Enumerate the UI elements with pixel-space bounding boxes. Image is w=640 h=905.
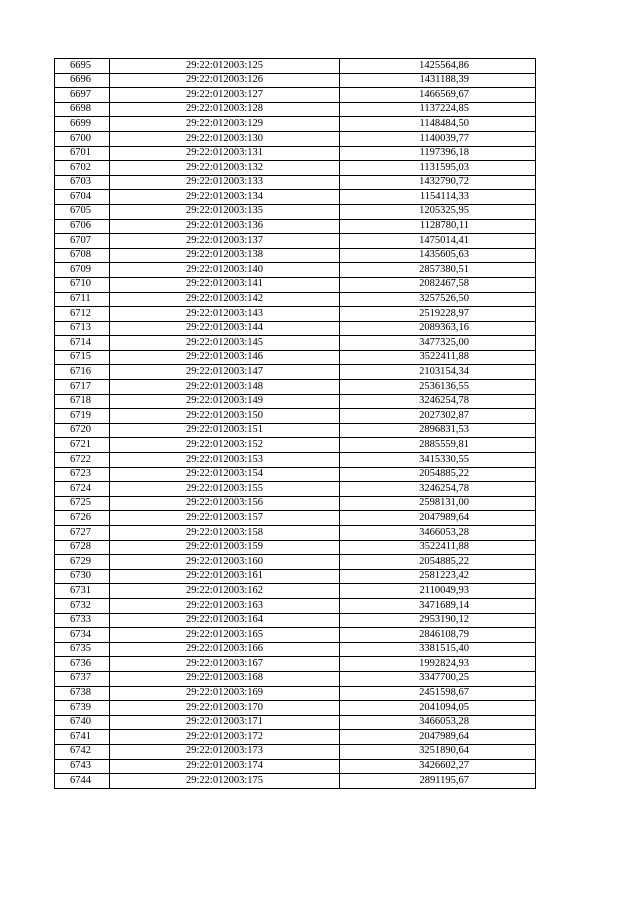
table-row	[55, 190, 536, 205]
table-row	[55, 423, 536, 438]
cadastral-number-cell: 29:22:012003:155	[110, 482, 340, 497]
cadastral-number-cell: 29:22:012003:152	[110, 438, 340, 453]
cadastral-number-cell: 29:22:012003:147	[110, 365, 340, 380]
row-number-cell: 6696	[55, 73, 110, 88]
value-cell: 3477325,00	[340, 336, 536, 351]
table-row	[55, 234, 536, 249]
value-cell: 3466053,28	[340, 526, 536, 541]
table-row	[55, 321, 536, 336]
table-row	[55, 453, 536, 468]
cadastral-number-cell: 29:22:012003:157	[110, 511, 340, 526]
value-cell: 2891195,67	[340, 774, 536, 789]
value-cell: 3426602,27	[340, 759, 536, 774]
table-row	[55, 277, 536, 292]
value-cell: 3246254,78	[340, 394, 536, 409]
value-cell: 2047989,64	[340, 730, 536, 745]
table-row	[55, 584, 536, 599]
cadastral-number-cell: 29:22:012003:132	[110, 161, 340, 176]
cadastral-number-cell: 29:22:012003:175	[110, 774, 340, 789]
table-row	[55, 511, 536, 526]
value-cell: 2953190,12	[340, 613, 536, 628]
row-number-cell: 6724	[55, 482, 110, 497]
row-number-cell: 6710	[55, 277, 110, 292]
row-number-cell: 6732	[55, 598, 110, 613]
value-cell: 1435605,63	[340, 248, 536, 263]
row-number-cell: 6736	[55, 657, 110, 672]
row-number-cell: 6705	[55, 204, 110, 219]
cadastral-number-cell: 29:22:012003:167	[110, 657, 340, 672]
table-row	[55, 263, 536, 278]
value-cell: 2536136,55	[340, 380, 536, 395]
cadastral-number-cell: 29:22:012003:127	[110, 88, 340, 103]
row-number-cell: 6743	[55, 759, 110, 774]
value-cell: 1466569,67	[340, 88, 536, 103]
value-cell: 1431188,39	[340, 73, 536, 88]
cadastral-number-cell: 29:22:012003:151	[110, 423, 340, 438]
table-row	[55, 628, 536, 643]
cadastral-number-cell: 29:22:012003:169	[110, 686, 340, 701]
cadastral-number-cell: 29:22:012003:138	[110, 248, 340, 263]
value-cell: 2103154,34	[340, 365, 536, 380]
row-number-cell: 6697	[55, 88, 110, 103]
cadastral-number-cell: 29:22:012003:166	[110, 642, 340, 657]
row-number-cell: 6718	[55, 394, 110, 409]
value-cell: 1131595,03	[340, 161, 536, 176]
row-number-cell: 6737	[55, 671, 110, 686]
table-row	[55, 642, 536, 657]
cadastral-number-cell: 29:22:012003:171	[110, 715, 340, 730]
cadastral-number-cell: 29:22:012003:143	[110, 307, 340, 322]
table-row	[55, 496, 536, 511]
row-number-cell: 6716	[55, 365, 110, 380]
value-cell: 1475014,41	[340, 234, 536, 249]
cadastral-number-cell: 29:22:012003:129	[110, 117, 340, 132]
cadastral-number-cell: 29:22:012003:165	[110, 628, 340, 643]
value-cell: 2857380,51	[340, 263, 536, 278]
table-row	[55, 730, 536, 745]
cadastral-number-cell: 29:22:012003:153	[110, 453, 340, 468]
table-row	[55, 467, 536, 482]
row-number-cell: 6713	[55, 321, 110, 336]
row-number-cell: 6735	[55, 642, 110, 657]
cadastral-number-cell: 29:22:012003:162	[110, 584, 340, 599]
cadastral-number-cell: 29:22:012003:172	[110, 730, 340, 745]
table-row	[55, 59, 536, 74]
table-row	[55, 146, 536, 161]
value-cell: 2047989,64	[340, 511, 536, 526]
table-row	[55, 336, 536, 351]
value-cell: 2581223,42	[340, 569, 536, 584]
cadastral-number-cell: 29:22:012003:161	[110, 569, 340, 584]
cadastral-number-cell: 29:22:012003:131	[110, 146, 340, 161]
value-cell: 1154114,33	[340, 190, 536, 205]
value-cell: 3246254,78	[340, 482, 536, 497]
row-number-cell: 6715	[55, 350, 110, 365]
row-number-cell: 6714	[55, 336, 110, 351]
cadastral-number-cell: 29:22:012003:154	[110, 467, 340, 482]
table-row	[55, 744, 536, 759]
value-cell: 2054885,22	[340, 555, 536, 570]
cadastral-number-cell: 29:22:012003:136	[110, 219, 340, 234]
row-number-cell: 6704	[55, 190, 110, 205]
value-cell: 2598131,00	[340, 496, 536, 511]
row-number-cell: 6708	[55, 248, 110, 263]
value-cell: 1128780,11	[340, 219, 536, 234]
value-cell: 3522411,88	[340, 350, 536, 365]
table-row	[55, 759, 536, 774]
cadastral-number-cell: 29:22:012003:160	[110, 555, 340, 570]
value-cell: 2451598,67	[340, 686, 536, 701]
row-number-cell: 6700	[55, 131, 110, 146]
table-row	[55, 686, 536, 701]
cadastral-number-cell: 29:22:012003:173	[110, 744, 340, 759]
row-number-cell: 6709	[55, 263, 110, 278]
table-row	[55, 540, 536, 555]
cadastral-number-cell: 29:22:012003:159	[110, 540, 340, 555]
value-cell: 2885559,81	[340, 438, 536, 453]
cadastral-number-cell: 29:22:012003:137	[110, 234, 340, 249]
row-number-cell: 6738	[55, 686, 110, 701]
row-number-cell: 6723	[55, 467, 110, 482]
cadastral-number-cell: 29:22:012003:148	[110, 380, 340, 395]
value-cell: 3251890,64	[340, 744, 536, 759]
value-cell: 3381515,40	[340, 642, 536, 657]
value-cell: 1425564,86	[340, 59, 536, 74]
row-number-cell: 6730	[55, 569, 110, 584]
value-cell: 2519228,97	[340, 307, 536, 322]
table-row	[55, 701, 536, 716]
table-row	[55, 715, 536, 730]
row-number-cell: 6706	[55, 219, 110, 234]
table-row	[55, 598, 536, 613]
cadastral-number-cell: 29:22:012003:156	[110, 496, 340, 511]
value-cell: 3466053,28	[340, 715, 536, 730]
row-number-cell: 6699	[55, 117, 110, 132]
row-number-cell: 6742	[55, 744, 110, 759]
row-number-cell: 6707	[55, 234, 110, 249]
value-cell: 1148484,50	[340, 117, 536, 132]
table-row	[55, 365, 536, 380]
value-cell: 2082467,58	[340, 277, 536, 292]
row-number-cell: 6741	[55, 730, 110, 745]
row-number-cell: 6721	[55, 438, 110, 453]
cadastral-number-cell: 29:22:012003:133	[110, 175, 340, 190]
row-number-cell: 6695	[55, 59, 110, 74]
cadastral-number-cell: 29:22:012003:150	[110, 409, 340, 424]
value-cell: 1197396,18	[340, 146, 536, 161]
table-row	[55, 350, 536, 365]
table-row	[55, 409, 536, 424]
table-row	[55, 569, 536, 584]
row-number-cell: 6739	[55, 701, 110, 716]
cadastral-number-cell: 29:22:012003:163	[110, 598, 340, 613]
table-row	[55, 292, 536, 307]
row-number-cell: 6733	[55, 613, 110, 628]
cadastral-number-cell: 29:22:012003:135	[110, 204, 340, 219]
table-row	[55, 204, 536, 219]
cadastral-number-cell: 29:22:012003:146	[110, 350, 340, 365]
row-number-cell: 6722	[55, 453, 110, 468]
row-number-cell: 6701	[55, 146, 110, 161]
table-row	[55, 161, 536, 176]
row-number-cell: 6719	[55, 409, 110, 424]
row-number-cell: 6726	[55, 511, 110, 526]
value-cell: 1432790,72	[340, 175, 536, 190]
cadastral-number-cell: 29:22:012003:149	[110, 394, 340, 409]
cadastral-number-cell: 29:22:012003:168	[110, 671, 340, 686]
cadastral-number-cell: 29:22:012003:125	[110, 59, 340, 74]
table-row	[55, 613, 536, 628]
cadastral-number-cell: 29:22:012003:134	[110, 190, 340, 205]
value-cell: 2846108,79	[340, 628, 536, 643]
cadastral-number-cell: 29:22:012003:144	[110, 321, 340, 336]
table-row	[55, 438, 536, 453]
cadastral-number-cell: 29:22:012003:128	[110, 102, 340, 117]
row-number-cell: 6744	[55, 774, 110, 789]
row-number-cell: 6728	[55, 540, 110, 555]
row-number-cell: 6702	[55, 161, 110, 176]
value-cell: 3257526,50	[340, 292, 536, 307]
table-row	[55, 102, 536, 117]
table-row	[55, 526, 536, 541]
value-cell: 2089363,16	[340, 321, 536, 336]
value-cell: 1137224,85	[340, 102, 536, 117]
row-number-cell: 6703	[55, 175, 110, 190]
cadastral-number-cell: 29:22:012003:174	[110, 759, 340, 774]
value-cell: 2054885,22	[340, 467, 536, 482]
table-row	[55, 774, 536, 789]
value-cell: 2041094,05	[340, 701, 536, 716]
cadastral-number-cell: 29:22:012003:170	[110, 701, 340, 716]
table-row	[55, 555, 536, 570]
row-number-cell: 6734	[55, 628, 110, 643]
value-cell: 3415330,55	[340, 453, 536, 468]
table-row	[55, 131, 536, 146]
cadastral-number-cell: 29:22:012003:141	[110, 277, 340, 292]
row-number-cell: 6725	[55, 496, 110, 511]
row-number-cell: 6720	[55, 423, 110, 438]
table-row	[55, 73, 536, 88]
row-number-cell: 6731	[55, 584, 110, 599]
table-row	[55, 88, 536, 103]
cadastral-number-cell: 29:22:012003:142	[110, 292, 340, 307]
table-row	[55, 394, 536, 409]
row-number-cell: 6740	[55, 715, 110, 730]
value-cell: 1992824,93	[340, 657, 536, 672]
row-number-cell: 6698	[55, 102, 110, 117]
cadastral-number-cell: 29:22:012003:130	[110, 131, 340, 146]
value-cell: 1140039,77	[340, 131, 536, 146]
property-value-table	[54, 58, 536, 789]
cadastral-number-cell: 29:22:012003:140	[110, 263, 340, 278]
value-cell: 2110049,93	[340, 584, 536, 599]
cadastral-number-cell: 29:22:012003:164	[110, 613, 340, 628]
row-number-cell: 6712	[55, 307, 110, 322]
table-row	[55, 657, 536, 672]
row-number-cell: 6729	[55, 555, 110, 570]
value-cell: 1205325,95	[340, 204, 536, 219]
table-row	[55, 482, 536, 497]
table-body	[55, 59, 536, 789]
value-cell: 2896831,53	[340, 423, 536, 438]
table-row	[55, 307, 536, 322]
row-number-cell: 6727	[55, 526, 110, 541]
row-number-cell: 6711	[55, 292, 110, 307]
cadastral-number-cell: 29:22:012003:145	[110, 336, 340, 351]
table-row	[55, 671, 536, 686]
table-row	[55, 117, 536, 132]
value-cell: 3347700,25	[340, 671, 536, 686]
table-row	[55, 248, 536, 263]
table-row	[55, 219, 536, 234]
cadastral-number-cell: 29:22:012003:158	[110, 526, 340, 541]
table-row	[55, 175, 536, 190]
value-cell: 3522411,88	[340, 540, 536, 555]
cadastral-number-cell: 29:22:012003:126	[110, 73, 340, 88]
row-number-cell: 6717	[55, 380, 110, 395]
value-cell: 2027302,87	[340, 409, 536, 424]
table-row	[55, 380, 536, 395]
value-cell: 3471689,14	[340, 598, 536, 613]
